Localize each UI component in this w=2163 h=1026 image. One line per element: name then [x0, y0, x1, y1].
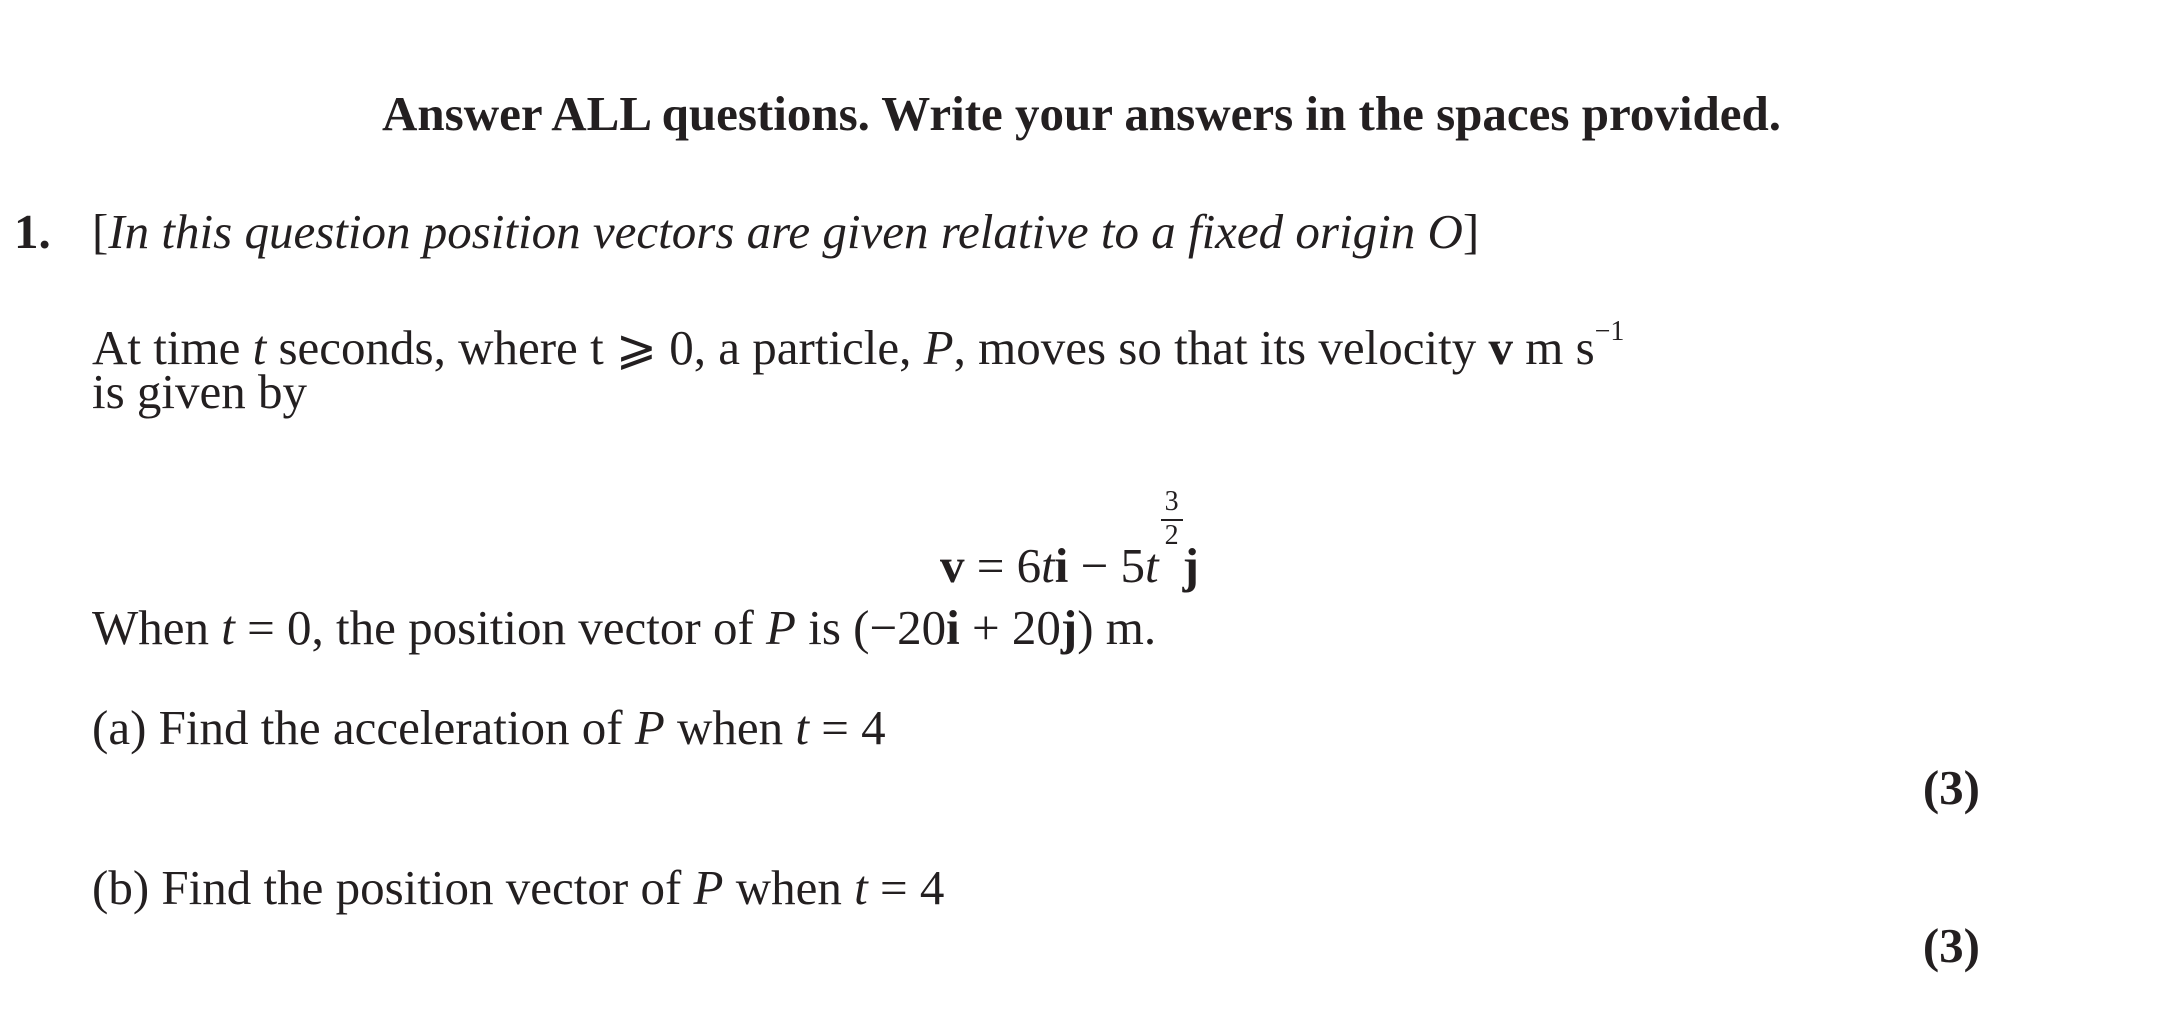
- intro-line-1: [92, 302, 1624, 378]
- part-a: [92, 698, 886, 758]
- formula-v: v: [940, 538, 965, 593]
- var-p: P: [693, 860, 724, 915]
- time-condition: t ⩾ 0,: [590, 320, 706, 375]
- part-b-marks: (3): [1922, 918, 1980, 973]
- var-t: t: [795, 700, 810, 755]
- question-number: 1.: [14, 204, 51, 259]
- exponent-numerator: 3: [1161, 488, 1183, 521]
- initial-text: = 0, the position vector of: [234, 600, 767, 655]
- part-text: when: [723, 860, 855, 915]
- intro-line-2: is given by: [92, 364, 308, 419]
- intro-text: seconds, where: [266, 320, 591, 375]
- context-bracket-close: ]: [1462, 204, 1480, 259]
- part-label: (b): [92, 860, 150, 915]
- velocity-unit: m s: [1512, 320, 1595, 375]
- initial-text: ) m.: [1077, 600, 1157, 655]
- part-label: (a): [92, 700, 147, 755]
- part-text: Find the position vector of: [149, 860, 694, 915]
- initial-text: + 20: [959, 600, 1061, 655]
- context-text: In this question position vectors are given relative to a fixed origin O: [108, 204, 1463, 259]
- part-b: [92, 858, 944, 918]
- formula-text: = 6: [964, 538, 1042, 593]
- part-a-marks: (3): [1922, 760, 1980, 815]
- formula-j: j: [1182, 538, 1199, 593]
- question-context: [92, 202, 1479, 262]
- part-condition: = 4: [867, 860, 945, 915]
- instructions-header: Answer ALL questions. Write your answers in the spaces provided.: [382, 86, 1781, 141]
- context-bracket-open: [: [92, 204, 109, 259]
- var-t: t: [854, 860, 868, 915]
- var-t: t: [221, 600, 235, 655]
- exponent-denominator: 2: [1164, 520, 1179, 551]
- part-text: when: [664, 700, 796, 755]
- intro-text: At time: [92, 320, 253, 375]
- var-p: P: [923, 320, 954, 375]
- formula-text: − 5: [1068, 538, 1146, 593]
- formula-t: t: [1145, 538, 1159, 593]
- part-text: Find the acceleration of: [146, 700, 635, 755]
- part-condition: = 4: [809, 700, 886, 755]
- intro-text: a particle,: [705, 320, 924, 375]
- initial-position: [92, 598, 1156, 658]
- unit-exponent: −1: [1594, 316, 1625, 347]
- initial-text: is (−20: [795, 600, 947, 655]
- var-t: t: [252, 320, 267, 375]
- initial-text: When: [92, 600, 222, 655]
- var-v: v: [1488, 320, 1513, 375]
- exponent-fraction: [1161, 488, 1183, 550]
- velocity-formula: [940, 488, 1199, 596]
- formula-i: i: [1054, 538, 1069, 593]
- vector-j: j: [1060, 600, 1078, 655]
- vector-i: i: [946, 600, 960, 655]
- var-p: P: [766, 600, 796, 655]
- intro-text: , moves so that its velocity: [953, 320, 1489, 375]
- var-p: P: [634, 700, 665, 755]
- formula-t: t: [1041, 538, 1055, 593]
